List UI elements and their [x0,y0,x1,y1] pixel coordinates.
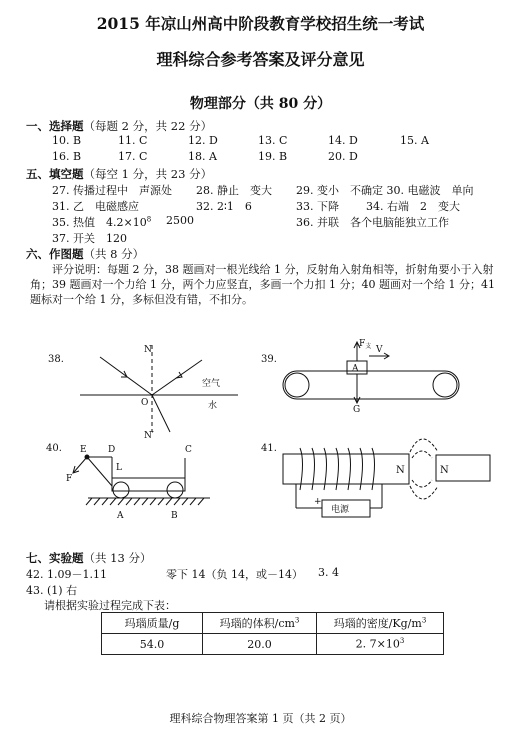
answer-item: 28. 静止 变大 [196,184,272,197]
answer-item: 34. 右端 2 变大 [366,200,460,213]
table-header: 玛瑙的密度$/Kg/m^3$ [317,613,444,634]
diagram-40 [46,443,210,521]
field-lines-inner [412,451,432,487]
section1-heading: 一、选择题（每题 2 分，共 22 分） [26,119,213,133]
answer-item: 32. 2∶1 6 [196,200,252,213]
diagram-40-number: 40. [46,443,62,454]
lever-arm [87,457,112,486]
answer-item: 15. A [400,134,429,147]
answer-item: 17. C [118,150,148,163]
scoring-note: 评分说明：每题 2 分，38 题画对一根光线给 1 分，反射角入射角相等，折射角要小于入射角；39 题画对一个力给 1 分，两个力应竖直，多画一个力扣 1 分；40 题画对一个给 1 分；41 题标对一个给 1 分，多标但没有错，不扣分。 [30,263,495,306]
svg-text:F: F [66,474,73,484]
diagram-39-number: 39. [261,354,277,365]
results-table [101,612,444,655]
answer-item: 16. B [52,150,82,163]
force-f [74,457,87,472]
q43-row: 43. (1) 右 [26,584,78,597]
answer-item: 29. 变小 不确定 30. 电磁波 单向 [296,184,474,197]
answer-item: 27. 传播过程中 声源处 [52,184,172,197]
cart-body [112,478,185,491]
wheel-a [113,482,129,498]
field-lines-outer [410,439,438,499]
answer-item: 11. C [118,134,148,147]
ground-hatch [86,498,204,505]
q42-part-2: 零下 14（负 14，或－14） [166,568,303,581]
answer-item: 19. B [258,150,288,163]
label-air: 空气 [202,379,221,389]
table-cell: 54.0 [102,634,203,655]
section6-heading: 六、作图题（共 8 分） [26,247,145,261]
answer-title: 理科综合参考答案及评分意见 [156,50,365,69]
svg-text:B: B [171,511,178,521]
label-water: 水 [208,401,218,411]
svg-text:E: E [80,445,87,455]
section7-heading: 七、实验题（共 13 分） [26,551,152,565]
wheel-b [167,482,183,498]
label-n-left: N [396,465,405,476]
table-cell: 20.0 [203,634,317,655]
diagram-38-number: 38. [48,354,64,365]
table-header-row [102,613,444,634]
answer-item: 33. 下降 [296,200,339,213]
table-row [102,634,444,655]
label-n-right: N [440,465,449,476]
diagram-41-number: 41. [261,443,277,454]
answer-item: 12. D [188,134,218,147]
q42-part-1: 42. 1.09－1.11 [26,568,107,581]
answer-item: 36. 并联 各个电脑能独立工作 [296,216,449,229]
q42-row [0,566,521,580]
q42-part-3: 3. 4 [318,566,339,579]
left-roller [285,373,309,397]
part-title: 物理部分（共 80 分） [189,96,332,112]
table-header: 玛瑙的体积$/cm^3$ [203,613,317,634]
table-header: 玛瑙质量/g [102,613,203,634]
page-footer: 理科综合物理答案第 1 页（共 2 页） [169,712,352,725]
label-g: G [353,405,361,415]
table-cell: 2. $7\times 10^3$ [317,634,444,655]
svg-text:L: L [116,463,122,473]
table-prompt: 请根据实验过程完成下表： [44,599,176,612]
svg-text:A: A [352,364,359,374]
label-v: V [376,345,383,355]
answer-item: 18. A [188,150,217,163]
exam-title: 2015 年凉山州高中阶段教育学校招生统一考试 [96,14,425,33]
diagram-38 [48,345,238,441]
label-o: O [141,398,149,408]
svg-text:A: A [117,511,124,521]
diagram-41 [261,439,490,517]
section5-heading: 五、填空题（每空 1 分，共 23 分） [26,167,213,181]
answer-item: 2500 [166,214,194,227]
diagram-39 [261,339,459,415]
answer-item: 14. D [328,134,358,147]
right-roller [433,373,457,397]
label-n-bottom: N′ [144,431,154,441]
svg-text:+: + [314,497,322,507]
answer-item: 37. 开关 120 [52,232,127,245]
label-n-top: N [144,345,152,355]
answer-item: 13. C [258,134,288,147]
refracted-ray [152,395,170,432]
label-source: 电源 [331,505,350,515]
svg-text:C: C [185,445,192,455]
answer-item: 35. 热值 $4.2\times 10^8$ [52,215,152,229]
answer-item: 20. D [328,150,358,163]
answer-item: 10. B [52,134,82,147]
svg-text:D: D [108,445,116,455]
label-f-support: $F_支$ [359,339,372,350]
answer-item: 31. 乙 电磁感应 [52,200,139,213]
